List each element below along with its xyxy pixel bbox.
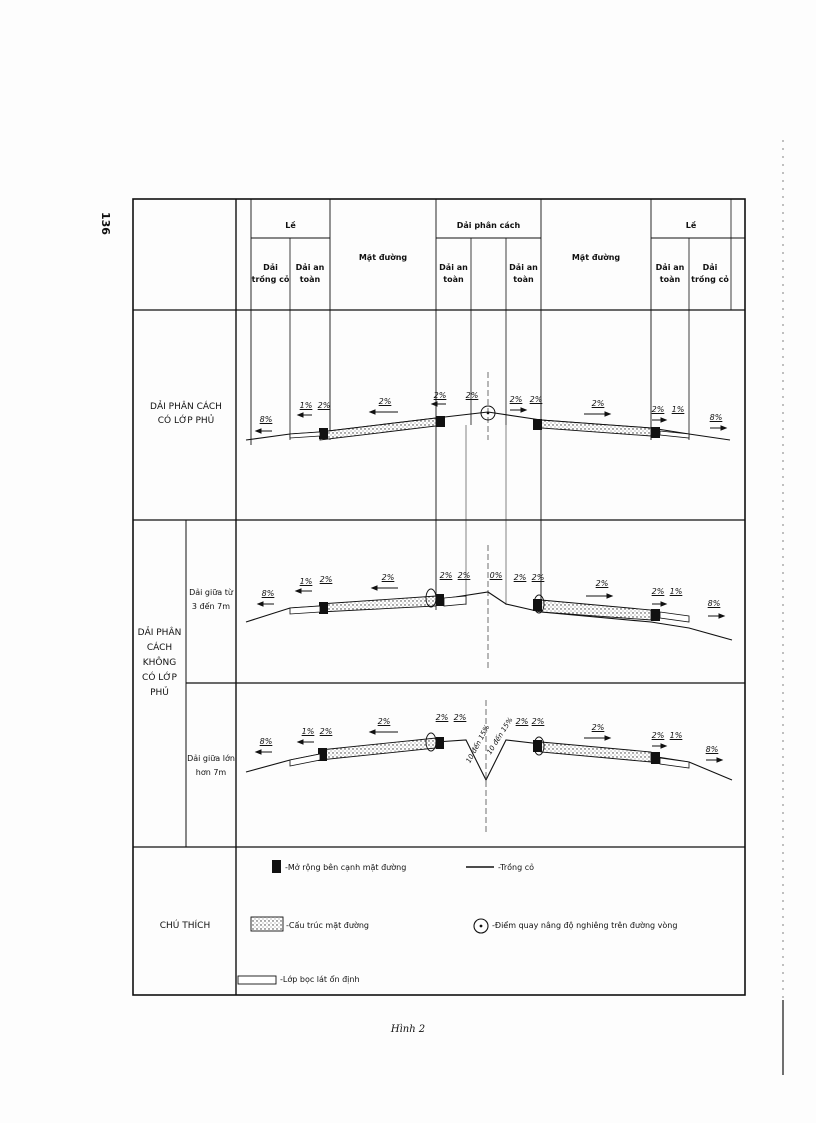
page-number: 136	[99, 212, 112, 235]
slope-label: 2%	[591, 399, 605, 408]
pavement-symbol	[251, 917, 283, 931]
slope-label: 8%	[259, 415, 273, 424]
row-label-covered: DẢI PHÂN CÁCH CÓ LỚP PHỦ	[150, 402, 222, 426]
stabilized-symbol	[238, 976, 276, 984]
slope-label: 2%	[378, 397, 392, 406]
slope-label: 1%	[669, 587, 683, 596]
slope-label: 1%	[671, 405, 685, 414]
slope-label: 2%	[529, 395, 543, 404]
slope-label: 2%	[381, 573, 395, 582]
slope-label: 2%	[515, 717, 529, 726]
slope-label: 2%	[509, 395, 523, 404]
slope-label: 1%	[299, 401, 313, 410]
slope-label: 1%	[301, 727, 315, 736]
row-label-uncovered: DẢI PHÂN CÁCH KHÔNG CÓ LỚP PHỦ	[137, 628, 182, 698]
header-grass-left: Dải trồng cỏ	[251, 263, 290, 284]
slope-label: 2%	[513, 573, 527, 582]
slope-label: 2%	[319, 575, 333, 584]
figure-caption: Hình 2	[390, 1024, 426, 1035]
slope-label: 2%	[457, 571, 471, 580]
slope-label: 8%	[705, 745, 719, 754]
header-grass-right: Dải trồng cỏ	[691, 263, 729, 284]
slope-label: 2%	[531, 573, 545, 582]
slope-label: 8%	[709, 413, 723, 422]
slope-label: 2%	[319, 727, 333, 736]
slope-label: 8%	[261, 589, 275, 598]
legend-grass: -Trồng cỏ	[498, 863, 535, 872]
slope-label: 1%	[669, 731, 683, 740]
slope-label-steep-right: 10 đến 15%	[485, 716, 515, 756]
slope-label: 2%	[377, 717, 391, 726]
slope-label: 8%	[259, 737, 273, 746]
widening-symbol	[272, 860, 281, 873]
slope-label: 0%	[489, 571, 503, 580]
legend-widening: -Mở rộng bên cạnh mặt đường	[285, 863, 407, 872]
slope-label: 2%	[531, 717, 545, 726]
legend-stabilized: -Lớp bọc lát ổn định	[280, 975, 360, 984]
slope-label: 2%	[465, 391, 479, 400]
slope-label: 2%	[317, 401, 331, 410]
header-pavement-right: Mặt đường	[571, 253, 621, 262]
slope-label: 2%	[453, 713, 467, 722]
slope-label-steep-left: 10 đến 15%	[464, 723, 492, 765]
header-safety-median-right: Dải an toàn	[509, 263, 538, 284]
slope-label: 2%	[651, 587, 665, 596]
slope-label: 2%	[439, 571, 453, 580]
slope-label: 8%	[707, 599, 721, 608]
legend-title: CHÚ THÍCH	[159, 921, 211, 931]
header-safety-left: Dải an toàn	[295, 263, 325, 284]
row-label-median-3-7: Dải giữa từ 3 đến 7m	[189, 588, 233, 611]
profile-median-3-7m	[246, 545, 732, 670]
legend-pivot: -Điểm quay nâng độ nghiêng trên đường vòng	[492, 921, 678, 930]
legend-pavement: -Cấu trúc mặt đường	[286, 921, 369, 930]
slope-label: 2%	[435, 713, 449, 722]
slope-label: 2%	[651, 405, 665, 414]
slope-label: 2%	[433, 391, 447, 400]
header-pavement-left: Mặt đường	[358, 253, 408, 262]
header-safety-median-left: Dải an toàn	[439, 263, 468, 284]
header-safety-right: Dải an toàn	[655, 263, 685, 284]
row-label-median-gt-7: Dải giữa lớn hơn 7m	[187, 754, 235, 777]
header-median: Dải phân cách	[456, 221, 521, 230]
slope-label: 2%	[595, 579, 609, 588]
slope-label: 1%	[299, 577, 313, 586]
slope-label: 2%	[591, 723, 605, 732]
header-shoulder-left: Lề	[285, 221, 296, 230]
header-shoulder-right: Lề	[685, 221, 697, 230]
slope-label: 2%	[651, 731, 665, 740]
